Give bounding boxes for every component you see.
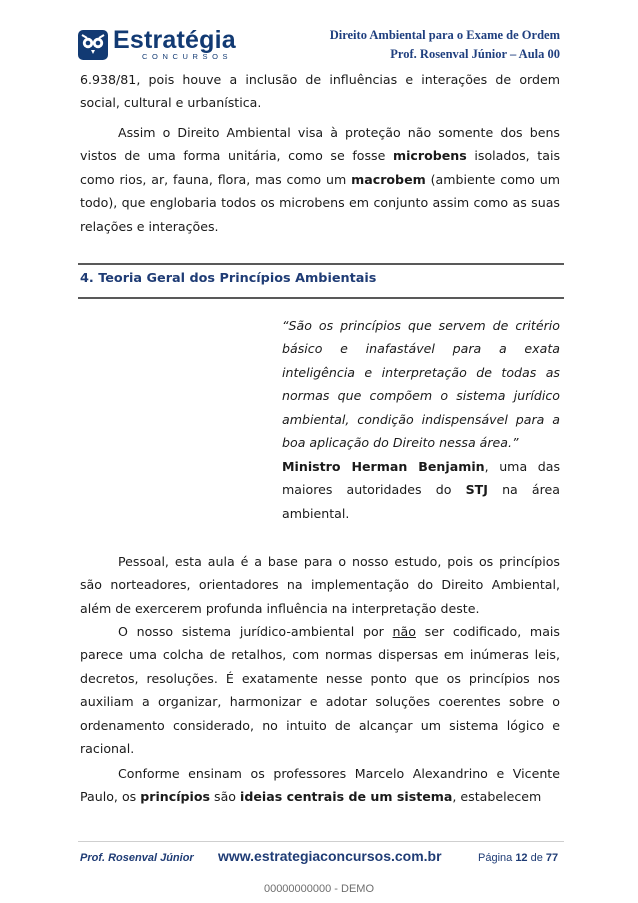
footer-author: Prof. Rosenval Júnior <box>80 852 194 864</box>
quote-citation <box>282 455 560 525</box>
logo-subtitle: CONCURSOS <box>142 52 233 61</box>
paragraph-4 <box>80 620 560 760</box>
text-run: , uma das maiores autoridades do <box>282 459 561 498</box>
term-microbens: microbens <box>392 148 467 164</box>
page-current: 12 <box>515 852 528 864</box>
block-quote: “São os princípios que servem de critério básico e inafastável para a exata inteligência e interpretação de todas as normas que compõem o sistema jurídico ambiental, condição indispensável para a boa aplicação do Direito nessa área.” <box>282 318 560 451</box>
term-macrobem: macrobem <box>351 171 426 187</box>
section-heading-box <box>78 263 564 299</box>
footer-page-number <box>478 852 558 864</box>
text-run: O nosso sistema jurídico-ambiental por <box>118 624 393 639</box>
brand-logo <box>78 28 238 62</box>
citation-court: STJ <box>465 482 488 498</box>
text-run: ser codificado, mais parece uma colcha de retalhos, com normas dispersas em inúmeras leis, decretos, resoluções. É exatamente nesse ponto que os princípios nos auxiliam a organizar, harmonizar e adotar soluções coerentes sobre o ordenamento considerado, no intuito de alcançar um sistema lógico e racional. <box>80 624 560 757</box>
footer-divider <box>78 841 564 842</box>
text-run: Assim o Direito Ambiental visa à proteção não somente dos bens vistos de uma forma unitária, como se fosse <box>80 125 560 164</box>
page-label: Página <box>478 852 516 864</box>
lesson-info: Prof. Rosenval Júnior – Aula 00 <box>390 47 560 61</box>
paragraph-3: Pessoal, esta aula é a base para o nosso estudo, pois os princípios são norteadores, orientadores na implementação do Direito Ambiental, além de exercerem profunda influência na interpretação deste. <box>80 554 560 616</box>
course-title: Direito Ambiental para o Exame de Ordem <box>329 28 560 42</box>
section-title: 4. Teoria Geral dos Princípios Ambientais <box>80 271 377 286</box>
text-run: na área ambiental. <box>282 482 560 521</box>
text-run: isolados, tais como rios, ar, fauna, flora, mas como um <box>80 148 561 187</box>
footer-website-link[interactable]: www.estrategiaconcursos.com.br <box>218 848 442 864</box>
underlined-word: não <box>392 624 416 639</box>
text-run: Conforme ensinam os professores Marcelo Alexandrino e Vicente Paulo, os <box>80 766 560 805</box>
term-principios: princípios <box>140 789 210 805</box>
text-run: são <box>210 789 240 805</box>
term-ideias-centrais: ideias centrais de um sistema <box>240 789 453 805</box>
text-run: , estabelecem <box>452 789 542 805</box>
citation-author: Ministro Herman Benjamin <box>282 459 485 474</box>
paragraph-1: 6.938/81, pois houve a inclusão de influências e interações de ordem social, cultural e urbanística. <box>80 72 560 111</box>
text-run: (ambiente como um todo), que englobaria todos os microbens em conjunto assim como as suas relações e interações. <box>80 171 560 234</box>
paragraph-2 <box>80 121 560 238</box>
page-total: 77 <box>545 852 559 864</box>
page-header-info <box>330 26 560 64</box>
demo-watermark: 00000000000 - DEMO <box>263 883 375 895</box>
owl-logo-icon <box>78 30 108 60</box>
page-of: de <box>527 852 546 864</box>
logo-wordmark: Estratégia <box>113 26 236 54</box>
paragraph-5 <box>80 762 560 809</box>
